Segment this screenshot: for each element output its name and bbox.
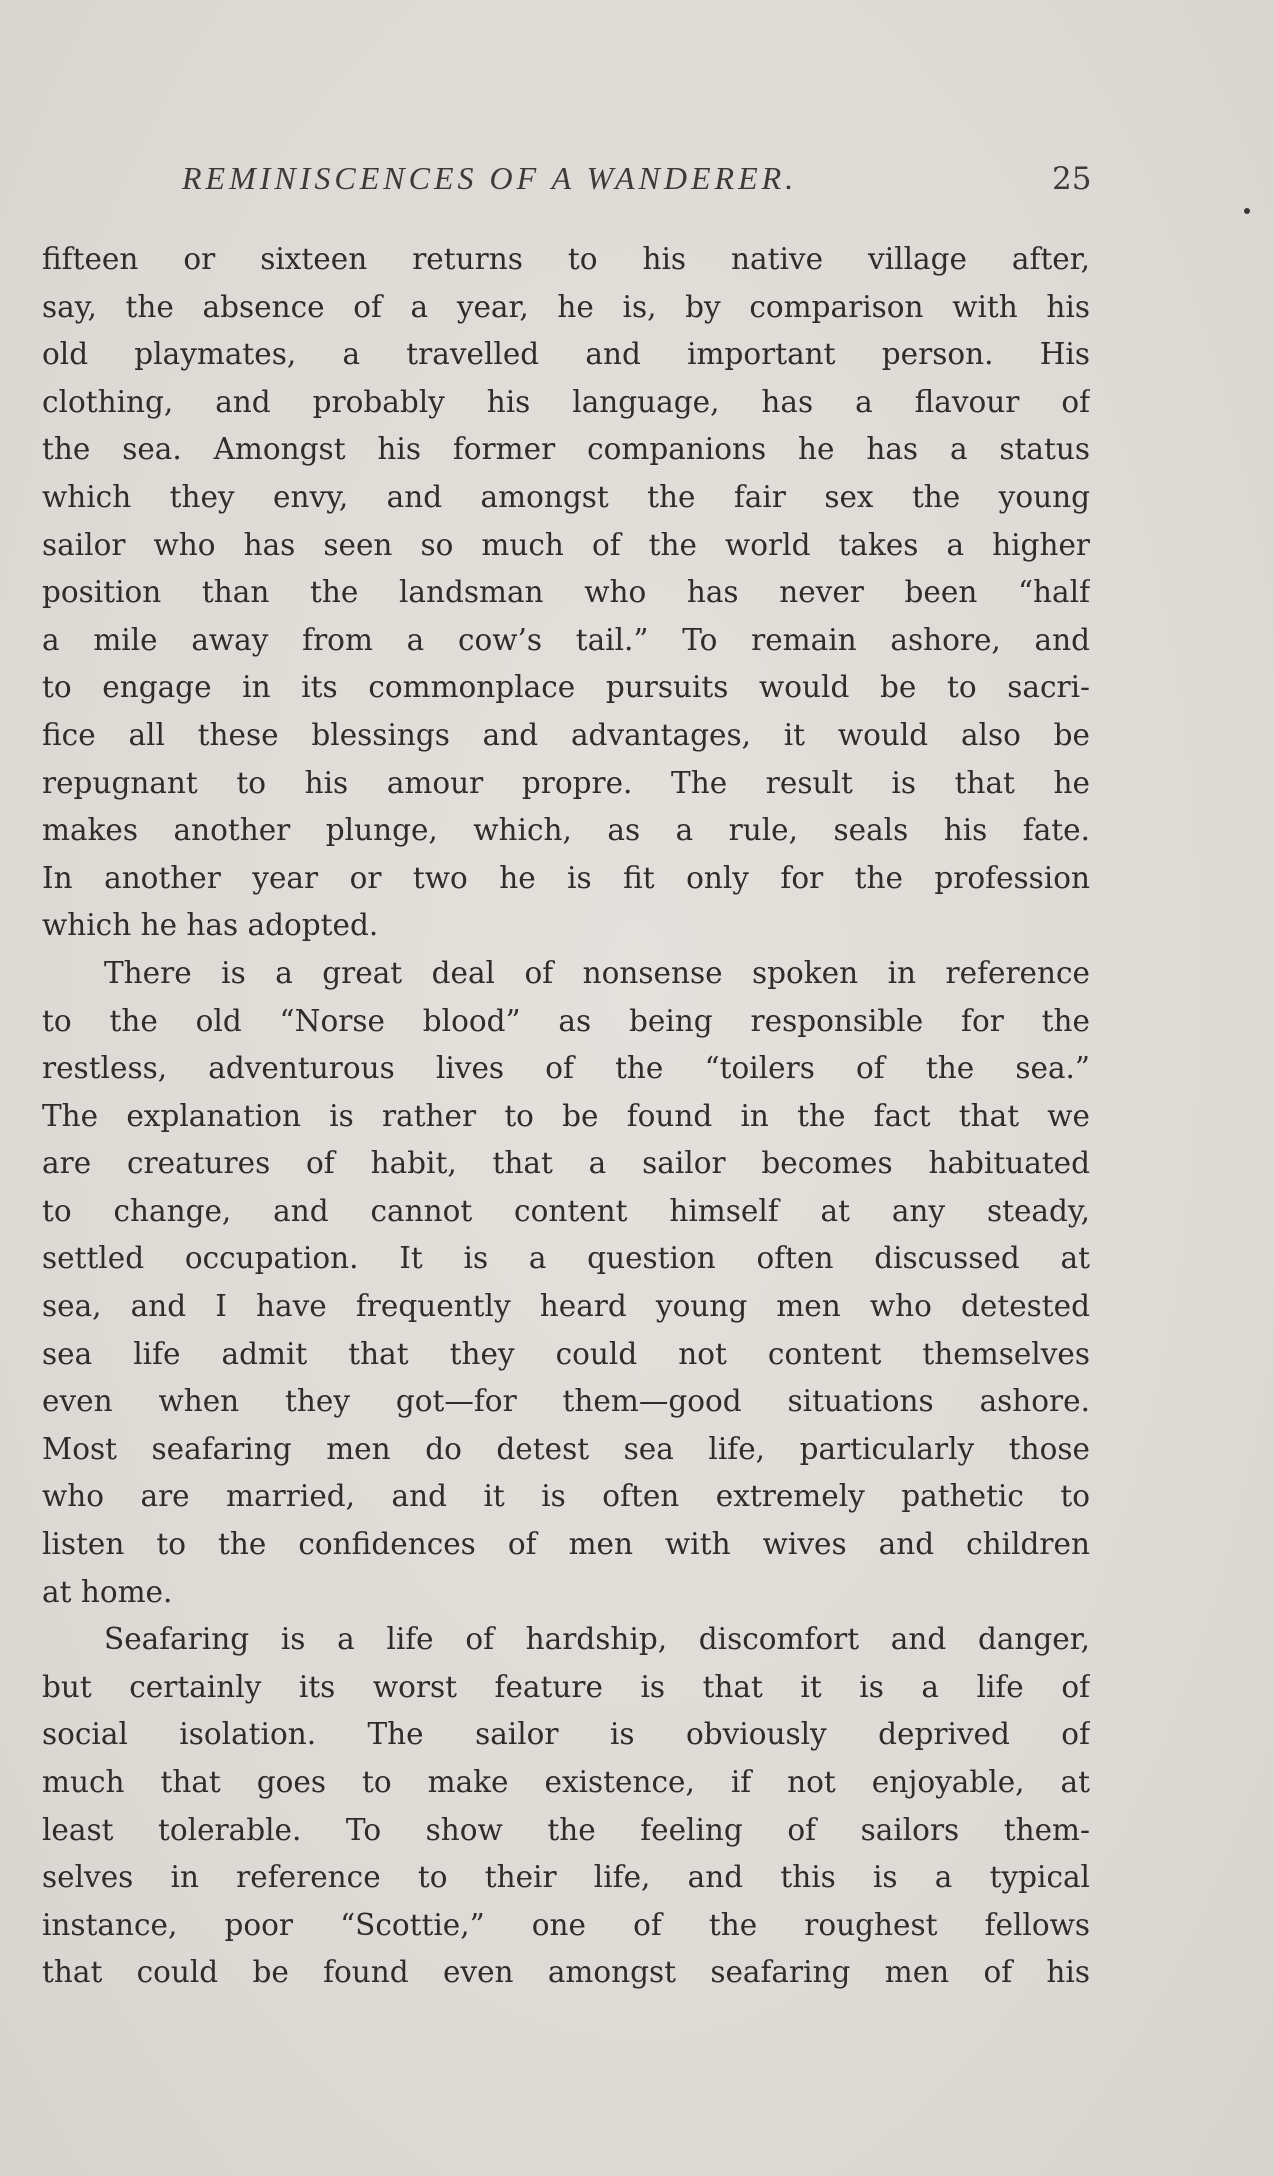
paragraph-start-line: Seafaring is a life of hardship, discomfort and danger, bbox=[104, 1622, 1090, 1657]
body-text bbox=[42, 236, 1090, 1997]
paragraph-end-line: at home. bbox=[42, 1574, 173, 1609]
text-line: makes another plunge, which, as a rule, seals his fate. bbox=[42, 813, 1090, 848]
text-line: sailor who has seen so much of the world takes a higher bbox=[42, 527, 1090, 562]
text-line: are creatures of habit, that a sailor becomes habituated bbox=[42, 1146, 1090, 1181]
text-line: least tolerable. To show the feeling of sailors them- bbox=[42, 1812, 1090, 1847]
text-line: to the old “Norse blood” as being responsible for the bbox=[42, 1003, 1090, 1038]
text-line: to engage in its commonplace pursuits would be to sacri- bbox=[42, 670, 1090, 705]
text-line: fifteen or sixteen returns to his native village after, bbox=[42, 242, 1090, 276]
paragraph-start-line: There is a great deal of nonsense spoken in reference bbox=[104, 955, 1090, 990]
paper-speck bbox=[1244, 208, 1250, 214]
text-line: Most seafaring men do detest sea life, particularly those bbox=[42, 1431, 1090, 1466]
paragraph-end-line: which he has adopted. bbox=[42, 908, 379, 943]
text-line: clothing, and probably his language, has a flavour of bbox=[42, 384, 1090, 419]
text-line: but certainly its worst feature is that it is a life of bbox=[42, 1669, 1090, 1704]
text-line: sea, and I have frequently heard young men who detested bbox=[42, 1289, 1090, 1324]
text-line: a mile away from a cow’s tail.” To remain ashore, and bbox=[42, 622, 1090, 657]
text-line: The explanation is rather to be found in the fact that we bbox=[42, 1098, 1090, 1133]
text-line: say, the absence of a year, he is, by comparison with his bbox=[42, 289, 1090, 324]
text-line: who are married, and it is often extremely pathetic to bbox=[42, 1479, 1090, 1514]
text-line: repugnant to his amour propre. The result is that he bbox=[42, 765, 1090, 800]
text-line: to change, and cannot content himself at any steady, bbox=[42, 1193, 1090, 1228]
text-line: old playmates, a travelled and important person. His bbox=[42, 337, 1090, 372]
running-head-title: REMINISCENCES OF A WANDERER. bbox=[182, 160, 798, 196]
text-line: listen to the confidences of men with wives and children bbox=[42, 1527, 1090, 1562]
page-number: 25 bbox=[1052, 161, 1092, 197]
text-line: selves in reference to their life, and this is a typical bbox=[42, 1860, 1090, 1895]
text-line: position than the landsman who has never been “half bbox=[42, 575, 1090, 610]
text-line: sea life admit that they could not content themselves bbox=[42, 1336, 1090, 1371]
text-line: even when they got—for them—good situations ashore. bbox=[42, 1384, 1090, 1419]
text-line: restless, adventurous lives of the “toilers of the sea.” bbox=[42, 1051, 1090, 1086]
text-line: much that goes to make existence, if not enjoyable, at bbox=[42, 1765, 1090, 1799]
text-line: that could be found even amongst seafaring men of his bbox=[42, 1955, 1090, 1990]
text-line: fice all these blessings and advantages, it would also be bbox=[42, 717, 1090, 752]
text-line: the sea. Amongst his former companions he has a status bbox=[42, 432, 1090, 467]
text-line: settled occupation. It is a question often discussed at bbox=[42, 1241, 1090, 1276]
text-line: which they envy, and amongst the fair sex the young bbox=[42, 479, 1090, 514]
text-line: social isolation. The sailor is obviously deprived of bbox=[42, 1717, 1090, 1752]
text-line: In another year or two he is fit only for the profession bbox=[42, 860, 1090, 895]
text-line: instance, poor “Scottie,” one of the roughest fellows bbox=[42, 1907, 1090, 1942]
